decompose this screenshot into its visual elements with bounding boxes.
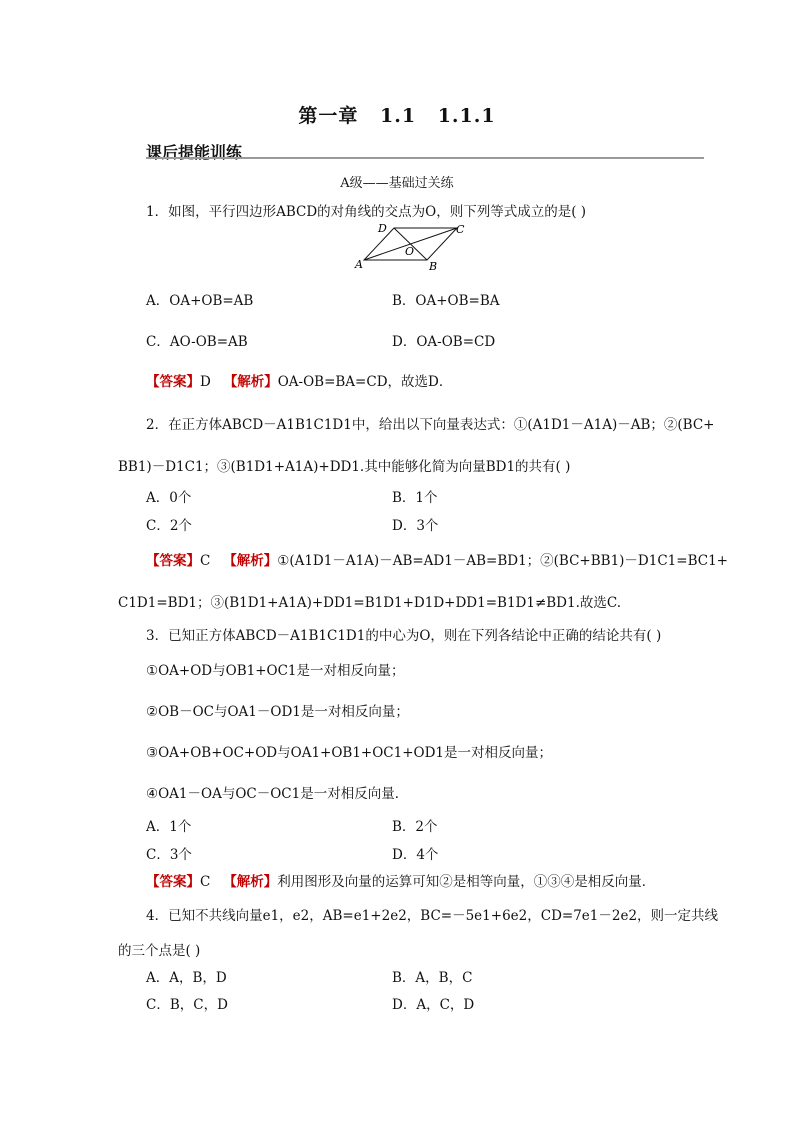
q1-analysis: OA-OB=BA=CD，故选D． [277,374,453,390]
q1-stem: 1．如图，平行四边形ABCD的对角线的交点为O，则下列等式成立的是( ) [146,204,587,220]
q1-option-c: C．AO-OB=AB [146,334,248,350]
q2-option-d: D．3个 [392,518,439,534]
q3-item-2: ②OB－OC与OA1－OD1是一对相反向量； [146,704,409,720]
q3-stem: 3．已知正方体ABCD－A1B1C1D1的中心为O，则在下列各结论中正确的结论共有( ) [146,628,662,644]
analysis-label: 【解析】 [223,374,278,390]
analysis-label: 【解析】 [223,874,278,890]
q3-option-c: C．3个 [146,847,192,863]
q2-answer: C [200,553,211,569]
q2-answer-line [146,549,728,569]
q2-stem-line1: 2．在正方体ABCD－A1B1C1D1中，给出以下向量表达式：①(A1D1－A1A)－AB；②(BC+ [146,417,715,433]
answer-label: 【答案】 [146,374,200,390]
q3-item-4: ④OA1－OA与OC－OC1是一对相反向量． [146,786,409,802]
q1-answer-line [146,370,452,390]
q3-option-b: B．2个 [392,819,438,835]
q2-option-b: B．1个 [392,490,438,506]
q2-option-a: A．0个 [146,490,192,506]
q1-answer: D [200,374,211,390]
vertex-label-d: D [378,222,387,235]
q1-option-d: D．OA-OB=CD [392,334,496,350]
q3-option-a: A．1个 [146,819,192,835]
q4-option-c: C．B，C，D [146,997,228,1013]
q2-analysis-line1: ①(A1D1－A1A)－AB=AD1－AB=BD1；②(BC+BB1)－D1C1=BC1+ [277,553,728,569]
q3-item-3: ③OA+OB+OC+OD与OA1+OB1+OC1+OD1是一对相反向量； [146,745,553,761]
vertex-label-a: A [355,258,363,271]
q2-option-c: C．2个 [146,518,192,534]
q1-option-b: B．OA+OB=BA [392,293,500,309]
answer-label: 【答案】 [146,553,200,569]
vertex-label-b: B [429,260,438,272]
q2-analysis-line2: C1D1=BD1；③(B1D1+A1A)+DD1=B1D1+D1D+DD1=B1D1≠BD1.故选C. [118,595,622,611]
q4-option-a: A．A，B，D [146,970,227,986]
answer-label: 【答案】 [146,874,200,890]
parallelogram-figure [352,220,472,272]
q3-item-1: ①OA+OD与OB1+OC1是一对相反向量； [146,663,405,679]
q3-analysis: 利用图形及向量的运算可知②是相等向量，①③④是相反向量． [277,874,656,890]
q4-stem-line2: 的三个点是( ) [118,943,201,959]
q4-option-d: D．A，C，D [392,997,475,1013]
q4-stem-line1: 4．已知不共线向量e1，e2，AB=e1+2e2，BC=－5e1+6e2，CD=7e1－2e2，则一定共线 [146,908,719,924]
section-title: 课后提能训练 [146,143,243,162]
q3-answer: C [200,874,211,890]
page-title: 第一章 1.1 1.1.1 [298,105,496,127]
q4-option-b: B．A，B，C [392,970,473,986]
q3-answer-line [146,870,655,890]
section-divider [146,157,704,159]
q1-option-a: A．OA+OB=AB [146,293,254,309]
level-heading: A级——基础过关练 [340,176,454,191]
vertex-label-c: C [456,223,465,236]
q2-stem-line2: BB1)－D1C1；③(B1D1+A1A)+DD1.其中能够化简为向量BD1的共有( ) [118,459,571,475]
analysis-label: 【解析】 [223,553,278,569]
center-label-o: O [405,245,415,258]
q3-option-d: D．4个 [392,847,439,863]
